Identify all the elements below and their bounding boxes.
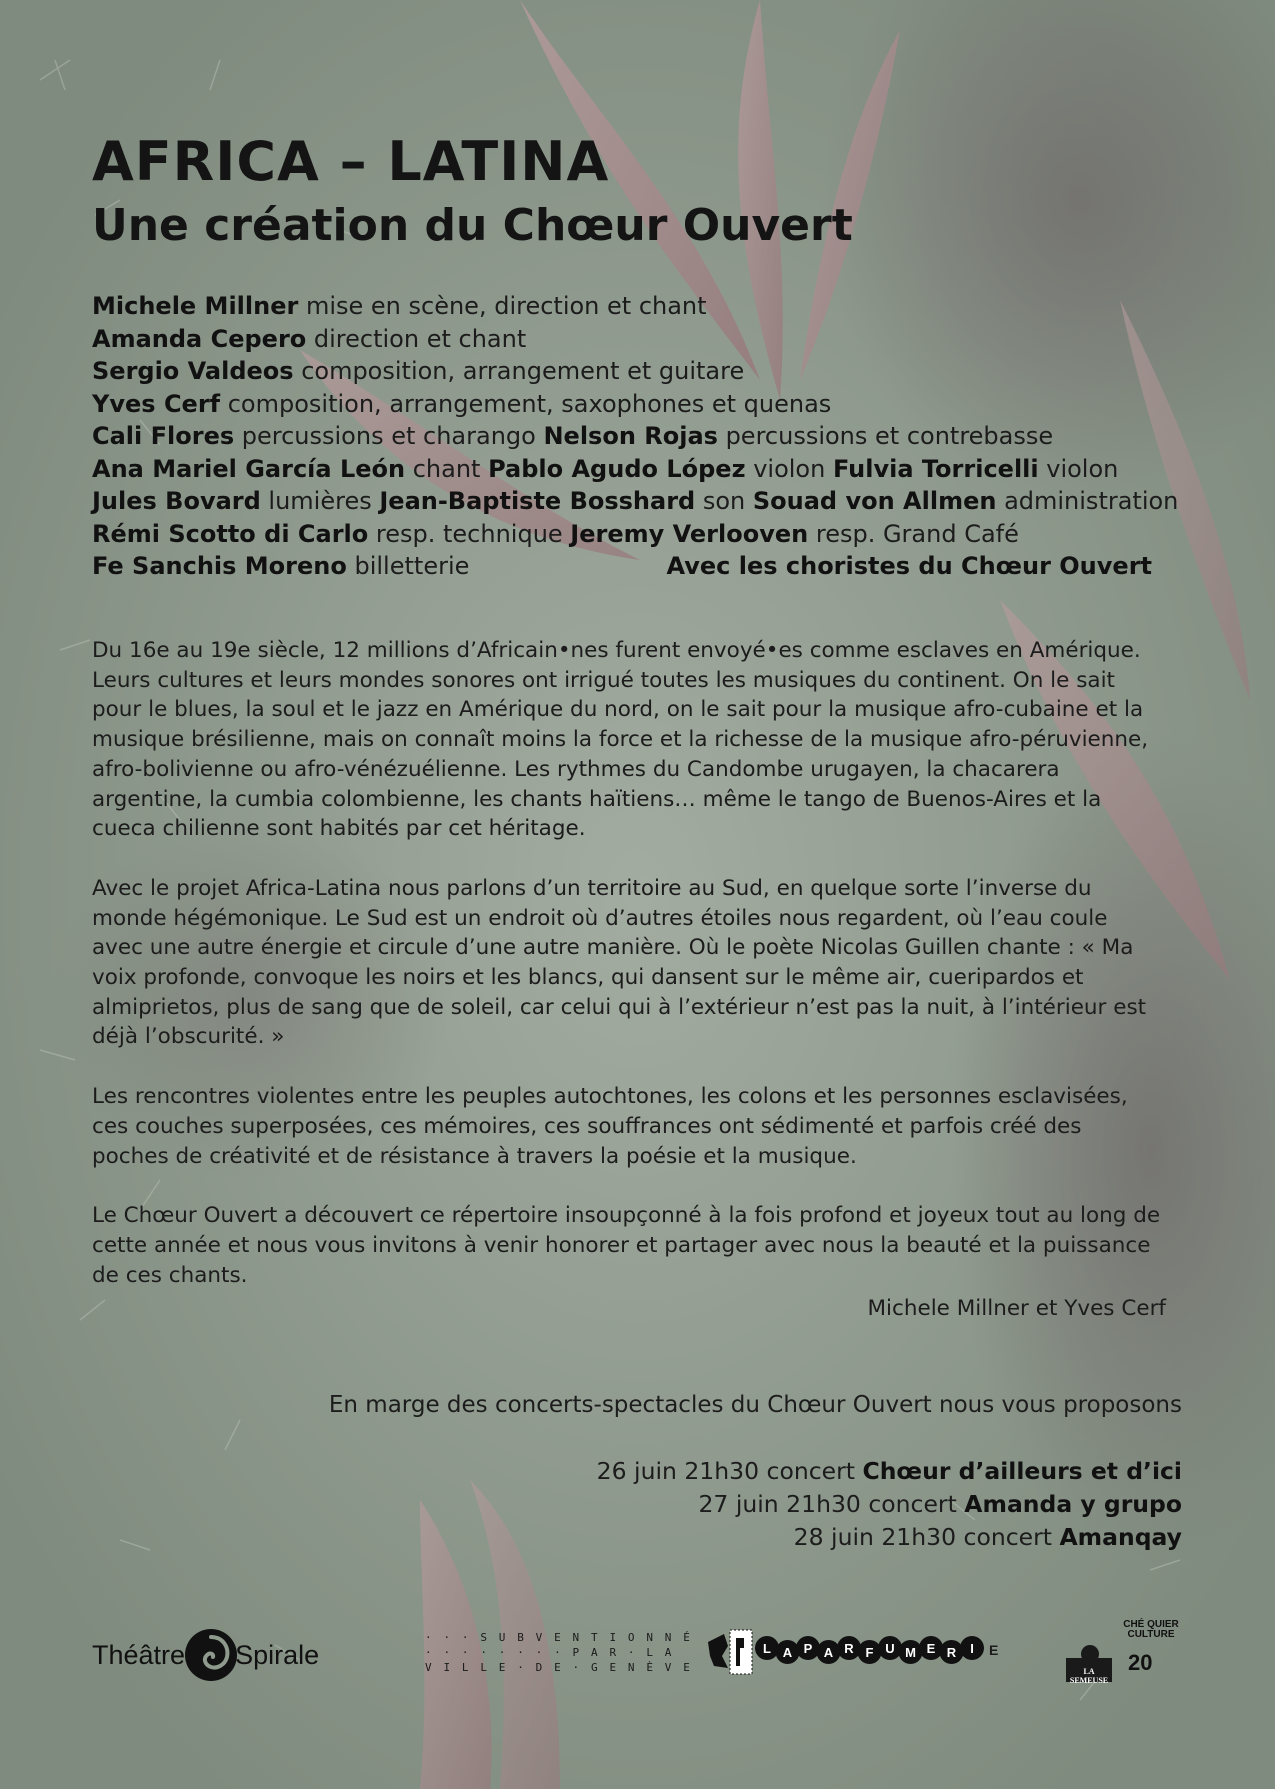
concert-item: 27 juin 21h30 concert Amanda y grupo bbox=[698, 1490, 1182, 1518]
paragraph: Les rencontres violentes entre les peuples autochtones, les colons et les personnes esclavisées, ces couches superposées, ces mémoires, ces souffrances ont sédimenté et parfois créé des poches de créativité et de résistance à travers la poésie et la musique. bbox=[92, 1084, 1128, 1169]
credit-line: Fe Sanchis Moreno billetterie Avec les choristes du Chœur Ouvert bbox=[92, 550, 1152, 583]
paragraph: Du 16e au 19e siècle, 12 millions d’Africain•nes furent envoyé•es comme esclaves en Amérique. Leurs cultures et leurs mondes sonores ont irrigué toutes les musiques du continent. On le sait pour le blues, la soul et le jazz en Amérique du nord, on le sait pour la musique afro-cubaine et la musique brésilienne, mais on connaît moins la force et la richesse de la musique afro-péruvienne, afro-bolivienne ou afro-vénézuélienne. Les rythmes du Candombe urugayen, la chacarera argentine, la cumbia colombienne, les chants haïtiens… même le tango de Buenos-Aires et la cueca chilienne sont habités par cet héritage. bbox=[92, 638, 1149, 842]
parfumerie-letter: E bbox=[926, 1641, 936, 1656]
credit-line: Jules Bovard lumières Jean-Baptiste Bosshard son Souad von Allmen administration bbox=[92, 487, 1179, 515]
parfumerie-letter: U bbox=[885, 1641, 895, 1656]
parfumerie-letter: A bbox=[782, 1645, 793, 1660]
credit-line: Michele Millner mise en scène, direction et chant bbox=[92, 292, 707, 320]
credit-line: Yves Cerf composition, arrangement, saxophones et quenas bbox=[92, 389, 832, 418]
credit-line: Sergio Valdeos composition, arrangement et guitare bbox=[92, 357, 745, 385]
theatre-spirale-logo bbox=[92, 1625, 319, 1685]
la-parfumerie-logo bbox=[755, 1628, 998, 1672]
logo-text: 20 bbox=[1128, 1650, 1153, 1675]
concert-item: 26 juin 21h30 concert Chœur d’ailleurs et d’ici bbox=[596, 1457, 1182, 1485]
concert-item: 28 juin 21h30 concert Amanqay bbox=[793, 1523, 1182, 1551]
choristes-note: Avec les choristes du Chœur Ouvert bbox=[666, 552, 1152, 580]
spiral-icon bbox=[183, 1627, 239, 1683]
page-subtitle: Une création du Chœur Ouvert bbox=[92, 200, 853, 251]
cheque-culture-logo: CHÉ QUIER CULTURE bbox=[1123, 1619, 1179, 1640]
geneva-crest-icon bbox=[704, 1626, 756, 1678]
credit-line: Cali Flores percussions et charango Nelson Rojas percussions et contrebasse bbox=[92, 422, 1054, 450]
logo-text: · · · S U B V E N T I O N N É · · · · · · · · P A R · L A V I L L E · D E · G E N È V E bbox=[425, 1630, 693, 1674]
concert-list bbox=[597, 1455, 1182, 1554]
credit-line: Rémi Scotto di Carlo resp. technique Jeremy Verlooven resp. Grand Café bbox=[92, 519, 1019, 548]
credits-list bbox=[92, 290, 1179, 583]
ville-de-geneve-logo bbox=[425, 1626, 756, 1678]
parfumerie-letter: R bbox=[844, 1641, 854, 1656]
parfumerie-letter: F bbox=[865, 1645, 874, 1660]
parfumerie-letter: A bbox=[823, 1645, 834, 1660]
signature: Michele Millner et Yves Cerf bbox=[867, 1296, 1166, 1321]
parfumerie-letter: L bbox=[763, 1641, 771, 1656]
logo-text: Spirale bbox=[235, 1639, 320, 1670]
parfumerie-letter: I bbox=[970, 1641, 974, 1656]
paragraph: Avec le projet Africa-Latina nous parlons d’un territoire au Sud, en quelque sorte l’inverse du monde hégémonique. Le Sud est un endroit où d’autres étoiles nous regardent, où l’eau coule avec une autre énergie et circule d’une autre manière. Où le poète Nicolas Guillen chante : « Ma voix profonde, convoque les noirs et les blancs, qui dansent sur le même air, cueripardos et almiprietos, plus de sang que de soleil, car celui qui à l’extérieur n’est pas la nuit, à l’intérieur est déjà l’obscurité. » bbox=[92, 875, 1147, 1050]
page-title: AFRICA – LATINA bbox=[92, 130, 610, 193]
credit-line: Amanda Cepero direction et chant bbox=[92, 324, 527, 353]
marge-intro: En marge des concerts-spectacles du Chœur Ouvert nous vous proposons bbox=[328, 1392, 1182, 1418]
logo-text: LA SEMEUSE bbox=[1069, 1667, 1109, 1685]
logo-text: E bbox=[989, 1642, 999, 1658]
parfumerie-letter: M bbox=[905, 1645, 916, 1660]
body-text bbox=[92, 636, 1162, 1320]
parfumerie-letter: R bbox=[946, 1645, 957, 1660]
logo-text: Théâtre bbox=[92, 1639, 186, 1670]
paragraph: Le Chœur Ouvert a découvert ce répertoire insoupçonné à la fois profond et joyeux tout au long de cette année et nous vous invitons à venir honorer et partager avec nous la beauté et la puissance de ces chants. bbox=[92, 1203, 1161, 1288]
sponsors-logos bbox=[1066, 1620, 1182, 1686]
parfumerie-letter: P bbox=[803, 1641, 813, 1656]
parfumerie-beads bbox=[755, 1628, 985, 1672]
credit-line: Ana Mariel García León chant Pablo Agudo López violon Fulvia Torricelli violon bbox=[92, 454, 1119, 483]
